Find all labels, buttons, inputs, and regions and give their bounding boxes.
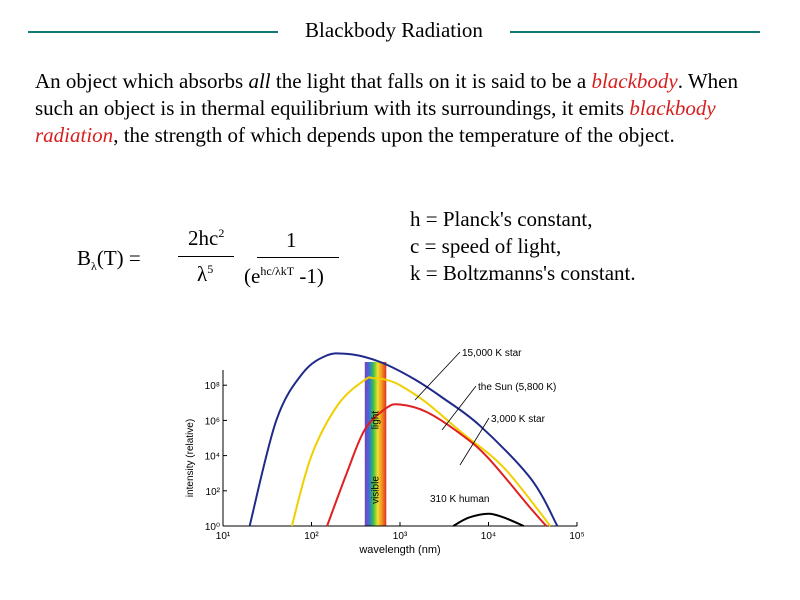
series-curve-0 (250, 353, 558, 526)
x-tick-label: 10³ (392, 531, 408, 542)
term-blackbody: blackbody (591, 69, 678, 93)
den2-close: -1) (294, 264, 324, 288)
definition-c: c = speed of light, (410, 234, 562, 258)
lhs-subscript: λ (91, 259, 97, 274)
title-row (0, 14, 800, 50)
definition-h: h = Planck's constant, (410, 207, 593, 231)
fraction-bar-1 (178, 256, 234, 257)
x-axis-label: wavelength (nm) (359, 544, 441, 556)
den1-sup: 5 (207, 262, 214, 276)
chart-labels (371, 348, 557, 505)
visible-label: visible (370, 476, 382, 504)
x-tick-label: 10⁴ (480, 531, 497, 542)
lhs-rest: (T) = (96, 246, 141, 270)
denominator-1 (197, 262, 213, 287)
intro-emphasis-all: all (248, 69, 271, 93)
num1-text: 2hc (188, 226, 219, 250)
y-tick-label: 10⁰ (204, 522, 220, 533)
title-rule-left (28, 31, 278, 33)
den2-exponent: hc/λkT (260, 264, 295, 278)
numerator-1 (188, 226, 224, 251)
intro-text: An object which absorbs (35, 69, 249, 93)
x-tick-label: 10¹ (215, 531, 231, 542)
numerator-2: 1 (286, 228, 297, 252)
term-blackbody-radiation: blackbody radiation (35, 96, 716, 147)
series-label: 310 K human (430, 494, 490, 505)
title-rule-right (510, 31, 760, 33)
series-label: 3,000 K star (491, 414, 545, 425)
page-title: Blackbody Radiation (305, 18, 483, 42)
x-tick-label: 10² (304, 531, 319, 542)
intro-text: . When such an object is in thermal equilibrium with its surroundings, it emits (35, 69, 738, 120)
denominator-2 (244, 264, 324, 289)
num1-sup: 2 (218, 226, 225, 240)
leader-line (442, 386, 476, 430)
equation-lhs (77, 246, 141, 274)
intro-text: , the strength of which depends upon the temperature of the object. (113, 123, 675, 147)
chart-curves (250, 353, 558, 526)
y-tick-label: 10² (205, 486, 220, 498)
leader-line (460, 418, 489, 465)
intro-paragraph (35, 68, 775, 149)
y-tick-label: 10⁶ (204, 416, 220, 428)
series-curve-1 (292, 377, 550, 526)
x-tick-label: 10⁵ (569, 531, 585, 542)
leader-line (415, 352, 460, 400)
series-label: the Sun (5,800 K) (478, 382, 557, 393)
blackbody-chart (180, 340, 600, 565)
y-tick-label: 10⁴ (204, 451, 220, 463)
den2-open: (e (244, 264, 261, 288)
y-axis-label: intensity (relative) (185, 418, 196, 498)
definition-k: k = Boltzmanns's constant. (410, 261, 636, 285)
den1-text: λ (197, 262, 208, 286)
intro-text: the light that falls on it is said to be a (270, 69, 592, 93)
series-label: 15,000 K star (462, 348, 522, 359)
lhs-symbol: B (77, 246, 92, 270)
variable-definitions (410, 206, 636, 287)
fraction-bar-2 (257, 257, 339, 258)
y-tick-label: 10⁸ (204, 381, 220, 393)
light-label: light (370, 410, 382, 430)
